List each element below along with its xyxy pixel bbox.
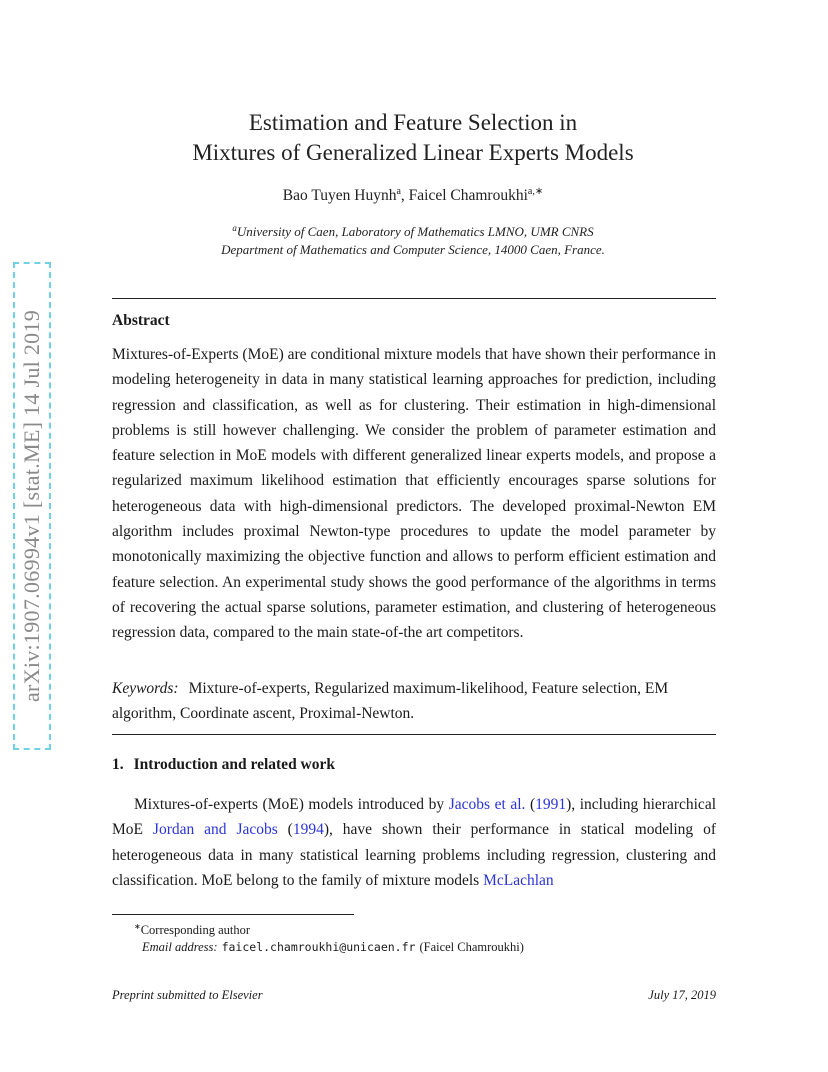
author-1: Bao Tuyen Huynh [282,187,397,204]
intro-paragraph [112,792,716,893]
title-line-2: Mixtures of Generalized Linear Experts Models [192,140,634,165]
citation-jordan-year[interactable]: 1994 [292,821,324,839]
email-label: Email address: [142,940,218,954]
footer-left: Preprint submitted to Elsevier [112,988,263,1002]
intro-text-part-2: ), including hierarchical MoE [112,796,717,839]
author-list [110,186,716,205]
section-number: 1. [112,756,124,773]
email-name: (Faicel Chamroukhi) [419,940,524,954]
keywords-label: Keywords: [112,680,179,697]
affiliation [110,219,716,259]
citation-paren-open-2: ( [277,821,293,839]
affiliation-line-1-text: University of Caen, Laboratory of Mathematics LMNO, UMR CNRS [236,224,594,239]
footnote-line-2 [112,939,716,956]
intro-text-part-1: Mixtures-of-experts (MoE) models introduced by [134,796,449,813]
citation-jordan-author[interactable]: Jordan and Jacobs [152,821,278,839]
email-address[interactable]: faicel.chamroukhi@unicaen.fr [221,940,416,954]
author-separator: , [400,187,409,204]
citation-jacobs-year[interactable]: 1991 [535,796,567,813]
abstract-body: Mixtures-of-Experts (MoE) are conditional mixture models that have shown their performance in modeling heterogeneity in data in many statistical learning approaches for prediction, including regression and classification, as well as for clustering. Their estimation in high-dimensional problems is still however challenging. We consider the problem of parameter estimation and feature selection in MoE models with different generalized linear experts models, and propose a regularized maximum likelihood estimation that efficiently encourages sparse solutions for heterogeneous data with high-dimensional predictors. The developed proximal-Newton EM algorithm includes proximal Newton-type procedures to update the model parameter by monotonically maximizing the objective function and allows to perform efficient estimation and feature selection. An experimental study shows the good performance of the algorithms in terms of recovering the actual sparse solutions, parameter estimation, and clustering of heterogeneous regression data, compared to the main state-of-the art competitors. [112,346,716,642]
author-2-affil-mark: a,∗ [527,186,544,197]
footnote-line-1 [112,918,716,939]
section-title: Introduction and related work [133,756,336,773]
title-line-1: Estimation and Feature Selection in [248,110,578,135]
arxiv-stamp [13,262,51,750]
arxiv-identifier: arXiv:1907.06994v1 [stat.ME] 14 Jul 2019 [19,309,44,703]
abstract-bottom-rule [112,734,716,735]
affiliation-mark: a [232,223,237,233]
author-2: Faicel Chamroukhi [408,187,528,204]
footer-date: July 17, 2019 [648,988,716,1002]
footnote [112,918,716,956]
keywords [112,676,716,727]
abstract-heading: Abstract [112,312,170,329]
abstract-top-rule [112,298,716,299]
citation-mclachlan[interactable]: McLachlan [483,871,554,889]
author-1-affil-mark: a [396,186,401,197]
affiliation-line-2: Department of Mathematics and Computer Science, 14000 Caen, France. [221,242,605,257]
footnote-marker: ∗ [134,922,141,931]
intro-text-part-3: ), have shown their performance in statical modeling of heterogeneous data in many statistical learning problems including regression, clustering and classification. MoE belong to the family of mixture models [112,821,717,889]
footnote-text: Corresponding author [140,923,251,937]
section-heading [112,756,335,774]
affiliation-line-1 [110,219,716,241]
paper-title [110,108,716,168]
footnote-rule [112,914,354,915]
citation-jacobs-author[interactable]: Jacobs et al. [448,796,526,813]
citation-paren-open-1: ( [525,796,536,813]
page-footer [112,988,716,1003]
keywords-text: Mixture-of-experts, Regularized maximum-likelihood, Feature selection, EM algorithm, Coordinate ascent, Proximal-Newton. [112,680,669,723]
